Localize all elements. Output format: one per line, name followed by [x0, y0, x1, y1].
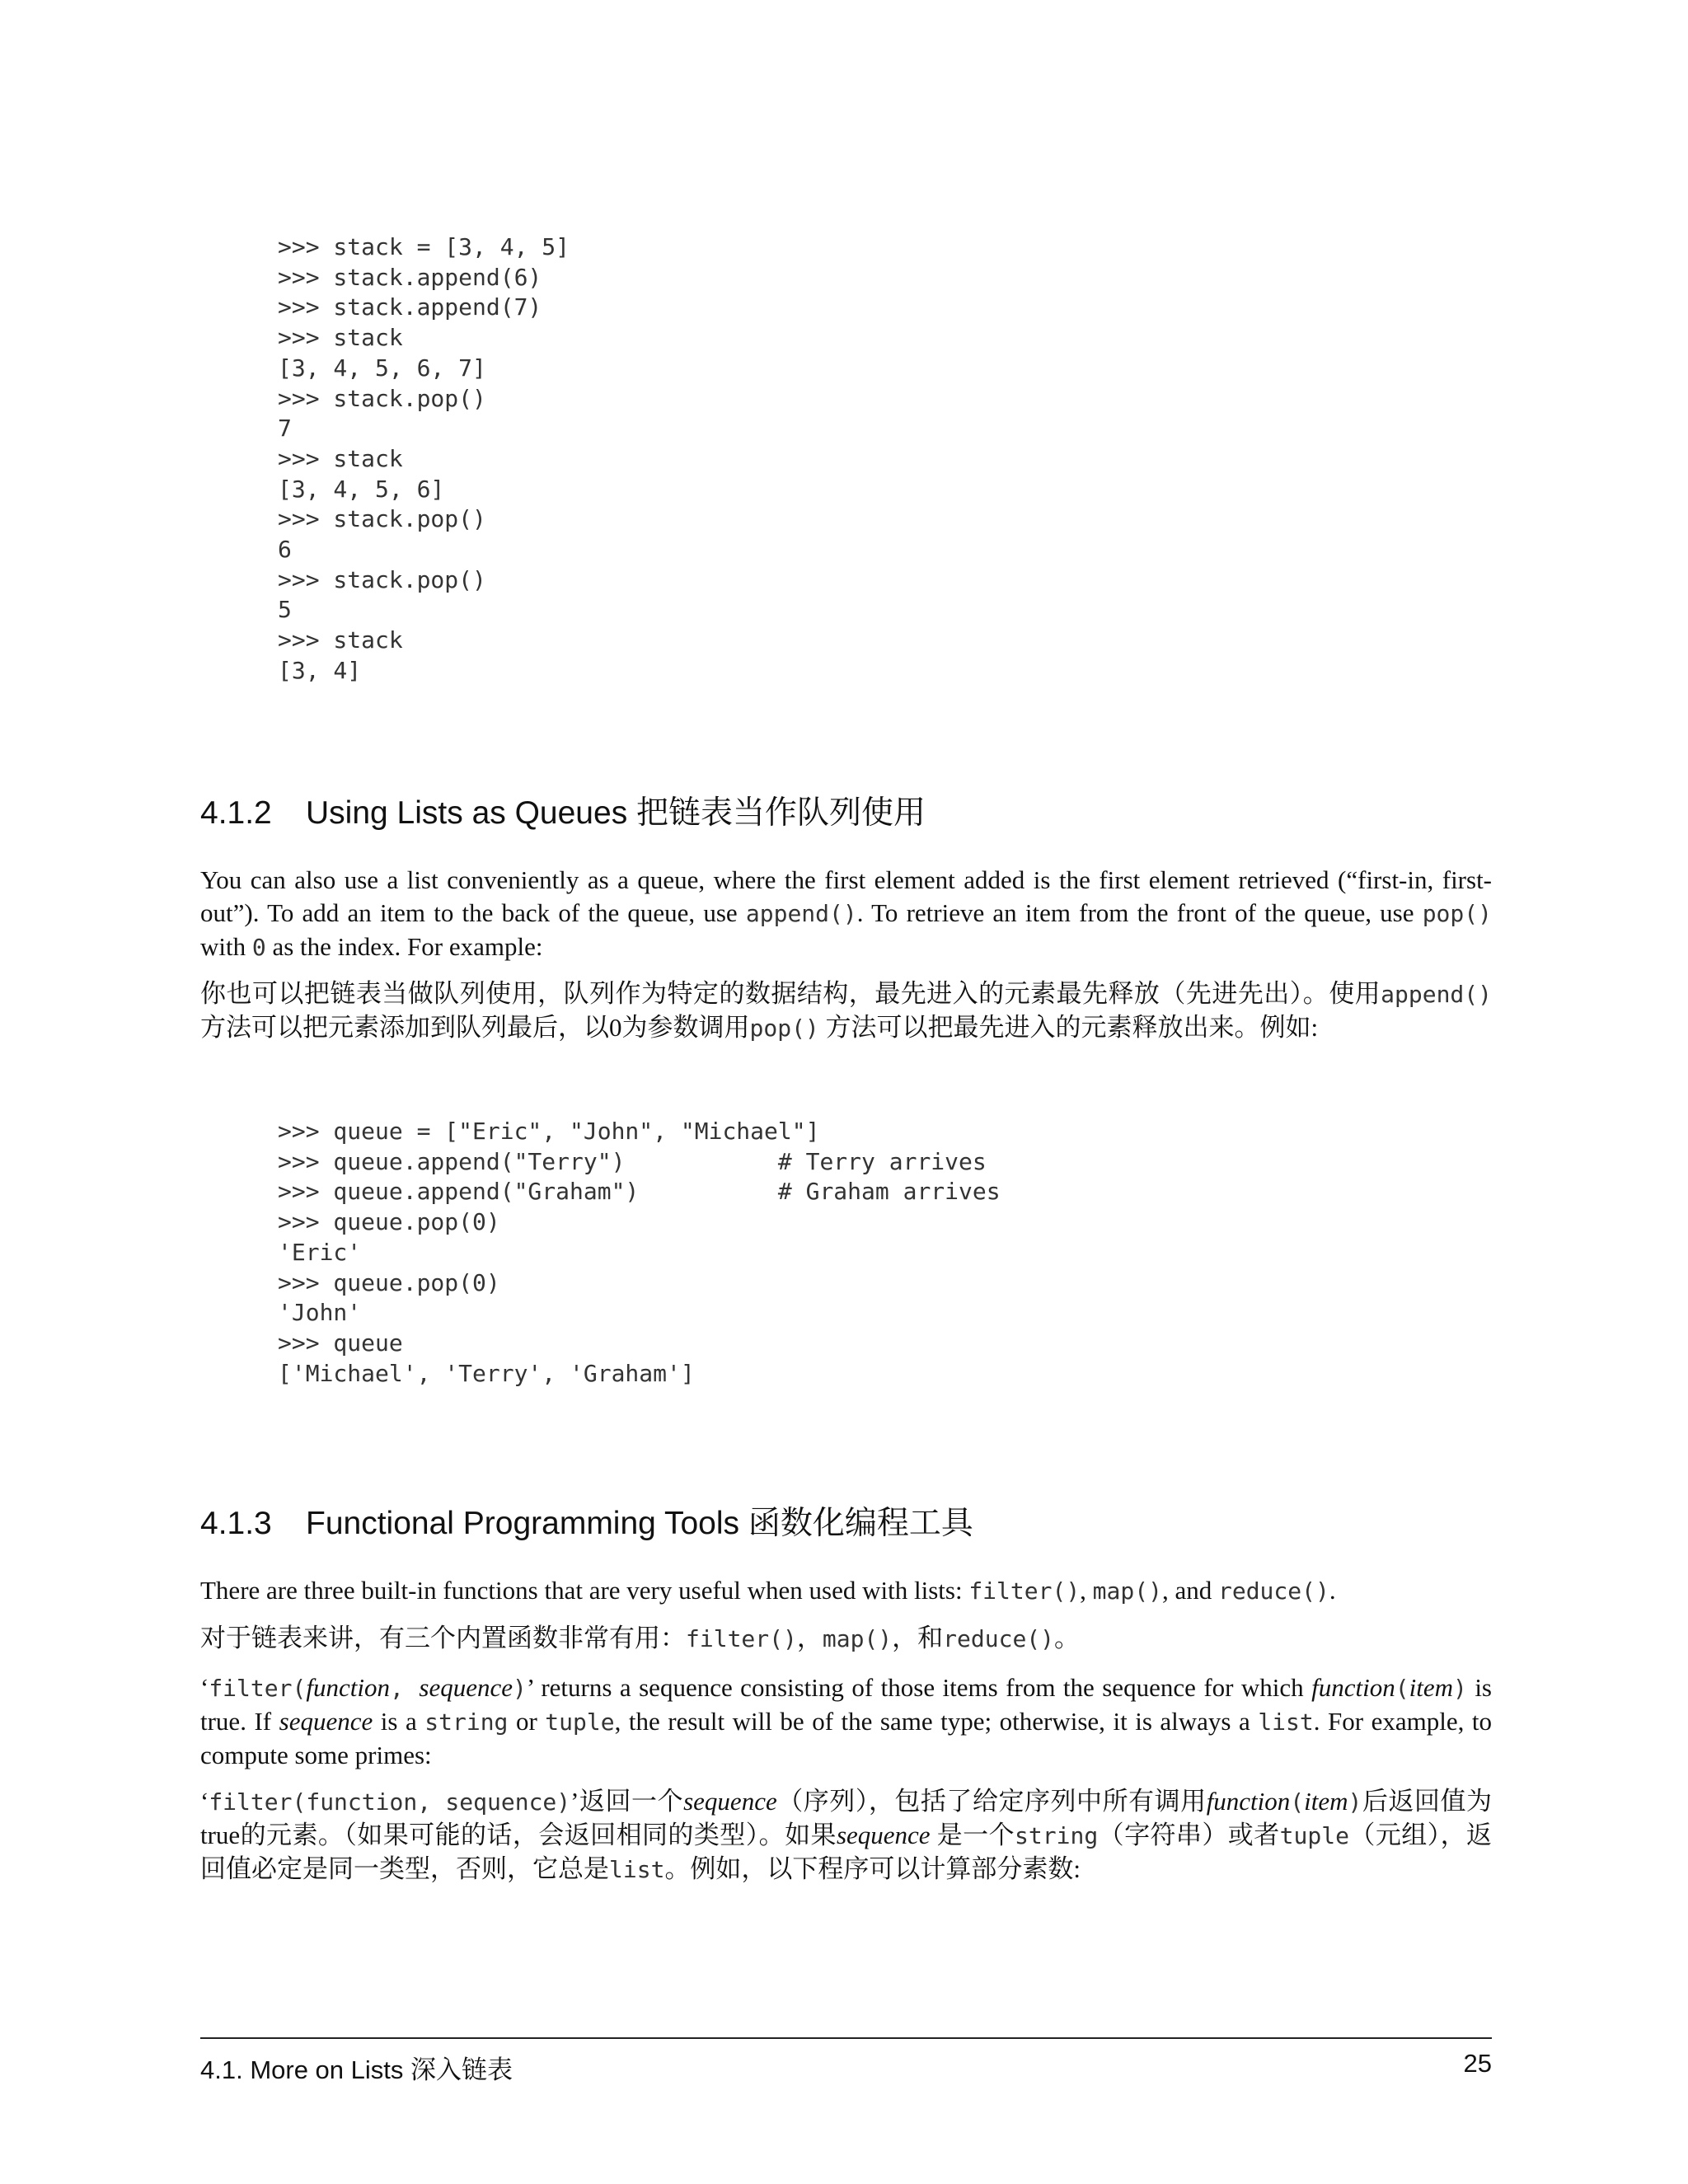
code-line: 5 — [278, 596, 292, 624]
inline-code: , — [389, 1675, 420, 1702]
code-line: ['Michael', 'Terry', 'Graham'] — [278, 1359, 695, 1387]
inline-code: reduce() — [943, 1625, 1055, 1652]
code-line: [3, 4, 5, 6, 7] — [278, 354, 486, 382]
code-line: 'Eric' — [278, 1238, 362, 1266]
code-line: >>> stack — [278, 444, 403, 472]
footer-section-title: 4.1. More on Lists 深入链表 — [200, 2055, 513, 2084]
inline-code: string — [1015, 1822, 1099, 1849]
inline-code: append() — [1381, 981, 1492, 1008]
section-title: Using Lists as Queues 把链表当作队列使用 — [306, 795, 926, 831]
footer-divider — [200, 2037, 1492, 2039]
code-line: >>> stack.pop() — [278, 505, 486, 533]
paragraph-queue-zh: 你也可以把链表当做队列使用，队列作为特定的数据结构，最先进入的元素最先释放（先进先出）。使用append() 方法可以把元素添加到队列最后，以0为参数调用pop() 方法可以把最先进入的元素释放出来。例如: — [200, 979, 1492, 1042]
code-line: >>> queue.pop(0) — [278, 1208, 500, 1236]
code-line: [3, 4] — [278, 656, 362, 684]
inline-code: 0 — [251, 934, 266, 961]
code-line: >>> queue.append("Terry") # Terry arrives — [278, 1147, 987, 1175]
code-line: [3, 4, 5, 6] — [278, 475, 445, 503]
inline-code: filter() — [968, 1577, 1081, 1605]
inline-code: tuple — [545, 1708, 615, 1736]
inline-code: pop() — [1422, 900, 1492, 927]
section-number: 4.1.2 — [200, 795, 272, 831]
code-block-queue — [278, 1117, 1001, 1389]
code-line: >>> stack.append(7) — [278, 293, 542, 321]
code-line: >>> stack.pop() — [278, 565, 486, 593]
code-line: >>> queue = ["Eric", "John", "Michael"] — [278, 1118, 820, 1145]
paragraph-filter-zh: ‘filter(function, sequence)’返回一个sequence（序列），包括了给定序列中所有调用function(item)后返回值为true的元素。（如果可能的话，会返回相同的类型）。如果sequence 是一个string（字符串）或者tuple（元组），返回值必定是同一类型，否则，它总是list。例如，以下程序可以计算部分素数: — [200, 1787, 1493, 1883]
inline-code: filter() — [686, 1625, 797, 1652]
code-line: >>> stack.pop() — [278, 384, 486, 412]
inline-code: pop() — [749, 1015, 819, 1042]
section-heading-4-1-2 — [200, 787, 926, 833]
inline-code: filter( — [209, 1675, 307, 1702]
inline-code: filter(function, sequence) — [209, 1788, 571, 1816]
code-line: >>> stack — [278, 324, 403, 352]
code-line: >>> queue.pop(0) — [278, 1268, 500, 1296]
inline-code: list — [1258, 1708, 1314, 1736]
inline-code: ( — [1290, 1788, 1305, 1816]
inline-code: ( — [1395, 1675, 1409, 1702]
paragraph-filter-en: ‘filter(function, sequence)’ returns a sequence consisting of those items from the sequence for which function(item) is true. If sequence is a string or tuple, the result will be of the same type; otherwise, it is always a list. For example, to compute some primes: — [200, 1673, 1493, 1769]
inline-code: ) — [513, 1675, 527, 1702]
paragraph-builtins-zh: 对于链表来讲，有三个内置函数非常有用：filter()，map()，和reduce()。 — [200, 1624, 1081, 1652]
paragraph-queue-en: You can also use a list conveniently as a queue, where the first element added is the first element retrieved (“first-in, first-out”). To add an item to the back of the queue, use append(). To retrieve an item from the front of the queue, use pop() with 0 as the index. For example: — [200, 865, 1492, 961]
inline-code: string — [424, 1708, 509, 1736]
page-number: 25 — [1463, 2049, 1492, 2078]
code-line: 6 — [278, 536, 292, 564]
code-line: >>> queue.append("Graham") # Graham arrives — [278, 1178, 1001, 1206]
inline-code: tuple — [1279, 1822, 1349, 1849]
inline-code: ) — [1348, 1788, 1362, 1816]
code-line: 7 — [278, 415, 292, 443]
section-heading-4-1-3 — [200, 1497, 973, 1544]
code-line: >>> stack — [278, 626, 403, 654]
code-line: >>> stack.append(6) — [278, 263, 542, 291]
code-line: 'John' — [278, 1299, 362, 1327]
inline-code: list — [609, 1856, 665, 1883]
code-line: >>> stack = [3, 4, 5] — [278, 233, 570, 260]
inline-code: ) — [1453, 1675, 1467, 1702]
inline-code: append() — [745, 900, 857, 927]
code-line: >>> queue — [278, 1329, 403, 1357]
section-title: Functional Programming Tools 函数化编程工具 — [306, 1506, 973, 1541]
inline-code: map() — [1092, 1577, 1162, 1605]
section-number: 4.1.3 — [200, 1506, 272, 1541]
inline-code: reduce() — [1217, 1577, 1329, 1605]
inline-code: map() — [822, 1625, 893, 1652]
code-block-stack — [278, 232, 570, 687]
paragraph-builtins-en: There are three built-in functions that are very useful when used with lists: filter(), map(), and reduce(). — [200, 1576, 1336, 1605]
